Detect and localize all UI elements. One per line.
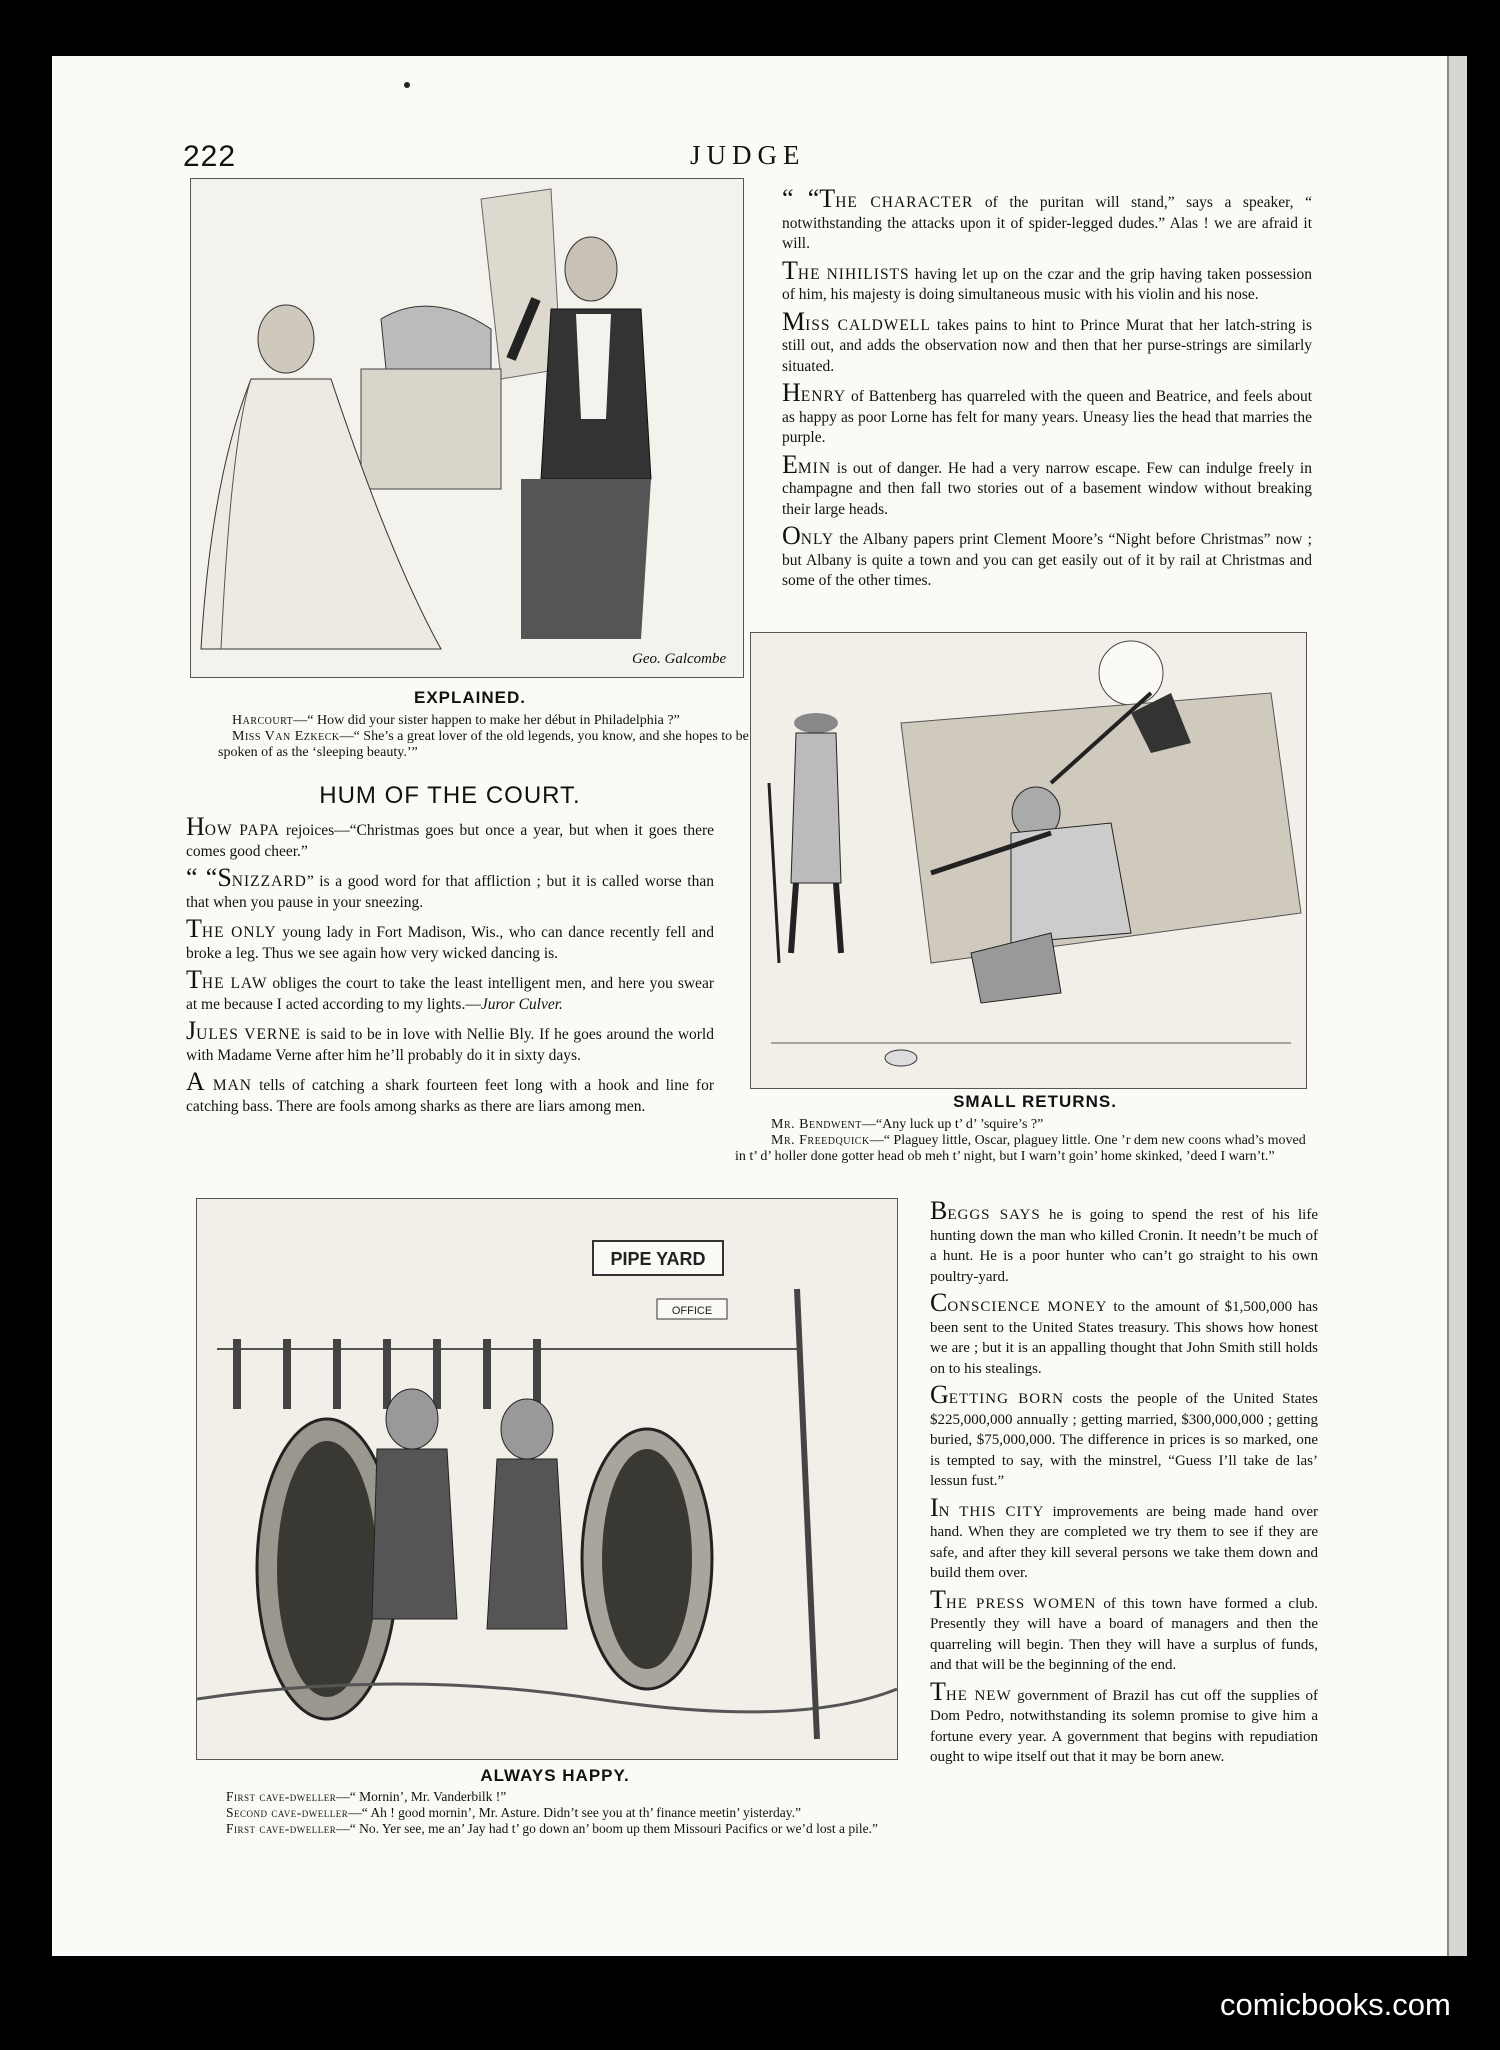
paragraph: MISS CALDWELL takes pains to hint to Prince Murat that her latch-string is still out, and adds the observation now and then that her purse-strings are similarly situated. bbox=[782, 306, 1312, 375]
pipe-yard-drawing bbox=[197, 1199, 897, 1759]
hunters-drawing bbox=[751, 633, 1306, 1088]
dialog-line: First cave-dweller—“ Mornin’, Mr. Vanderbilk !” bbox=[226, 1789, 507, 1804]
paragraph: THE NIHILISTS having let up on the czar and the grip having taken possession of him, his majesty is doing simultaneous music with his violin and his nose. bbox=[782, 255, 1312, 303]
paragraph: “ “THE CHARACTER of the puritan will stand,” says a speaker, “ notwithstanding the attacks upon it of spider-legged dudes.” Alas ! we are afraid it will. bbox=[782, 184, 1312, 252]
caption-explained: EXPLAINED. bbox=[413, 688, 527, 707]
page-spine bbox=[1447, 56, 1467, 1956]
dialog-line: First cave-dweller—“ No. Yer see, me an’ Jay had t’ go down an’ boom up them Missouri Pacifics or we’d lost a pile.” bbox=[226, 1821, 878, 1836]
paragraph: CONSCIENCE MONEY to the amount of $1,500,000 has been sent to the United States treasury. This shows how honest we are ; but it is an appalling thought that John Smith still holds on to his stealings. bbox=[930, 1288, 1319, 1377]
dialog-always-happy bbox=[190, 1789, 910, 1837]
dining-couple-drawing bbox=[191, 179, 743, 677]
paragraph: JULES VERNE is said to be in love with Nellie Bly. If he goes around the world with Madame Verne after him he’ll probably do it in sixty days. bbox=[186, 1016, 714, 1064]
signature: Juror Culver. bbox=[480, 995, 563, 1013]
source-watermark: comicbooks.com bbox=[1220, 1987, 1451, 2022]
paragraph: EMIN is out of danger. He had a very narrow escape. Few can indulge freely in champagne and then fall two stories out of a basement window without breaking their large heads. bbox=[782, 449, 1312, 518]
caption-always-happy: ALWAYS HAPPY. bbox=[480, 1766, 630, 1785]
paragraph: HOW PAPA rejoices—“Christmas goes but once a year, but when it goes there comes good cheer.” bbox=[186, 812, 714, 860]
page-number: 222 bbox=[183, 140, 237, 173]
paragraph: GETTING BORN costs the people of the United States $225,000,000 annually ; getting married, $300,000,000 ; getting buried, $75,000,000. The difference in prices is so marked, one is tempted to say, with the minstrel, “Guess I’ll take de las’ lessun fust.” bbox=[930, 1380, 1318, 1489]
dialog-line: Mr. Freedquick—“ Plaguey little, Oscar, plaguey little. One ’r dem new coons whad’s moved in t’ d’ holler done gotter head ob meh t’ night, but I warn’t goin’ home skinked, ’deed I warn’t.” bbox=[735, 1133, 1306, 1164]
paragraph: THE LAW obliges the court to take the least intelligent men, and here you swear at me because I acted according to my lights.—Juror Culver. bbox=[186, 965, 714, 1013]
paragraph: IN THIS CITY improvements are being made hand over hand. When they are completed we try them to see if they are safe, and after they kill several persons we take them down and build them over. bbox=[930, 1492, 1318, 1581]
illustration-always-happy bbox=[196, 1198, 898, 1760]
page-dot bbox=[404, 82, 410, 88]
artist-signature: Geo. Galcombe bbox=[632, 651, 727, 667]
dialog-line: Miss Van Ezkeck—“ She’s a great lover of the old legends, you know, and she hopes to be spoken of as the ‘sleeping beauty.’” bbox=[218, 729, 749, 760]
illustration-small-returns bbox=[750, 632, 1307, 1089]
dialog-line: Mr. Bendwent—“Any luck up t’ d’ ’squire’s ?” bbox=[771, 1117, 1044, 1132]
paragraph: “ “SNIZZARD” is a good word for that affliction ; but it is called worse than that when you pause in your sneezing. bbox=[186, 863, 714, 911]
paragraph: BEGGS SAYS he is going to spend the rest of his life hunting down the man who killed Cronin. It needn’t be much of a hunt. He is a poor hunter who can’t go straight to his own poultry-yard. bbox=[930, 1196, 1318, 1285]
dialog-line: Harcourt—“ How did your sister happen to make her début in Philadelphia ?” bbox=[232, 713, 680, 728]
paragraph: ONLY the Albany papers print Clement Moore’s “Night before Christmas” now ; but Albany is quite a town and you can get easily out of it by rail at Christmas and some of the other times. bbox=[782, 521, 1312, 589]
section-title-hum: HUM OF THE COURT. bbox=[319, 782, 581, 809]
paragraph: THE ONLY young lady in Fort Madison, Wis., who can dance recently fell and broke a leg. Thus we see again how very wicked dancing is. bbox=[186, 914, 714, 962]
caption-small-returns: SMALL RETURNS. bbox=[953, 1092, 1117, 1111]
office-sign: OFFICE bbox=[671, 1305, 713, 1317]
right-column-top bbox=[782, 184, 1312, 599]
dialog-explained bbox=[218, 713, 763, 761]
hum-column bbox=[186, 812, 714, 1124]
paragraph: THE PRESS WOMEN of this town have formed a club. Presently they will have a board of managers and then the quarreling will begin. Then they will have a surplus of funds, and that will be the beginning of the end. bbox=[930, 1584, 1319, 1673]
dialog-small-returns bbox=[735, 1117, 1315, 1165]
dialog-line: Second cave-dweller—“ Ah ! good mornin’, Mr. Asture. Didn’t see you at th’ finance meetin’ yisterday.” bbox=[226, 1805, 801, 1820]
paragraph: THE NEW government of Brazil has cut off the supplies of Dom Pedro, notwithstanding its solemn promise to give him a fortune every year. A government that begins with repudiation ought to wipe itself out that it may be born anew. bbox=[930, 1676, 1318, 1765]
right-column-bottom bbox=[930, 1196, 1319, 1775]
paragraph: A MAN tells of catching a shark fourteen feet long with a hook and line for catching bass. There are fools among sharks as there are liars among men. bbox=[186, 1067, 714, 1115]
illustration-explained bbox=[190, 178, 744, 678]
pipe-yard-sign: PIPE YARD bbox=[610, 1249, 706, 1269]
masthead: JUDGE bbox=[690, 140, 806, 170]
paragraph: HENRY of Battenberg has quarreled with the queen and Beatrice, and feels about as happy as poor Lorne has felt for many years. Uneasy lies the head that marries the purple. bbox=[782, 378, 1312, 446]
